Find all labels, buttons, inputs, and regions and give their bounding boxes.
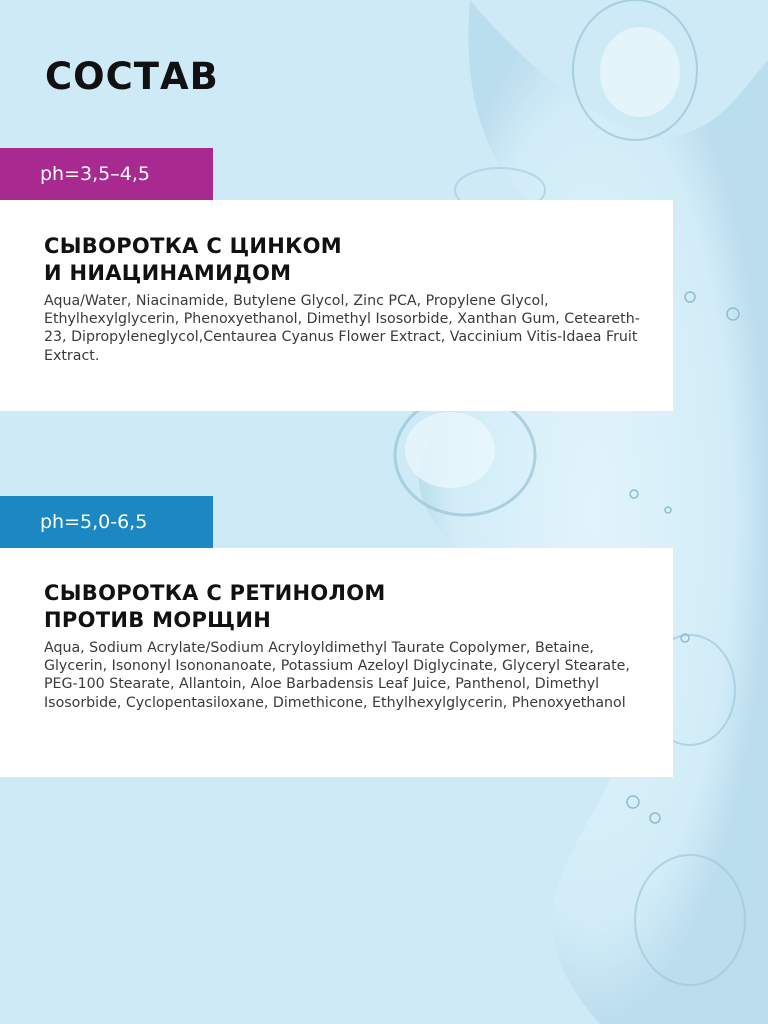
ph-badge	[0, 496, 213, 548]
ingredients-list: Aqua, Sodium Acrylate/Sodium Acryloyldimethyl Taurate Copolymer, Betaine, Glycerin, Isononyl Isononanoate, Potassium Azeloyl Diglycinate, Glyceryl Stearate, PEG-100 Stearate, Allantoin, Aloe Barbadensis Leaf Juice, Panthenol, Dimethyl Isosorbide, Cyclopentasiloxane, Dimethicone, Ethylhexylglycerin, Phenoxyethanol	[44, 640, 630, 711]
product-name	[44, 580, 655, 634]
ph-value: ph=3,5–4,5	[40, 163, 150, 185]
ingredients-list: Aqua/Water, Niacinamide, Butylene Glycol, Zinc PCA, Propylene Glycol, Ethylhexylglycerin, Phenoxyethanol, Dimethyl Isosorbide, Xanthan Gum, Ceteareth-23, Dipropyleneglycol,Centaurea Cyanus Flower Extract, Vaccinium Vitis-Idaea Fruit Extract.	[44, 293, 640, 364]
ph-value: ph=5,0-6,5	[40, 511, 148, 533]
product-name	[44, 233, 655, 287]
ph-badge	[0, 148, 213, 200]
product-name-line: СЫВОРОТКА С РЕТИНОЛОМ	[44, 581, 386, 605]
product-card	[0, 200, 673, 411]
page-title: СОСТАВ	[45, 55, 219, 98]
product-card	[0, 548, 673, 777]
product-name-line: ПРОТИВ МОРЩИН	[44, 608, 272, 632]
product-name-line: И НИАЦИНАМИДОМ	[44, 261, 292, 285]
product-name-line: СЫВОРОТКА С ЦИНКОМ	[44, 234, 342, 258]
